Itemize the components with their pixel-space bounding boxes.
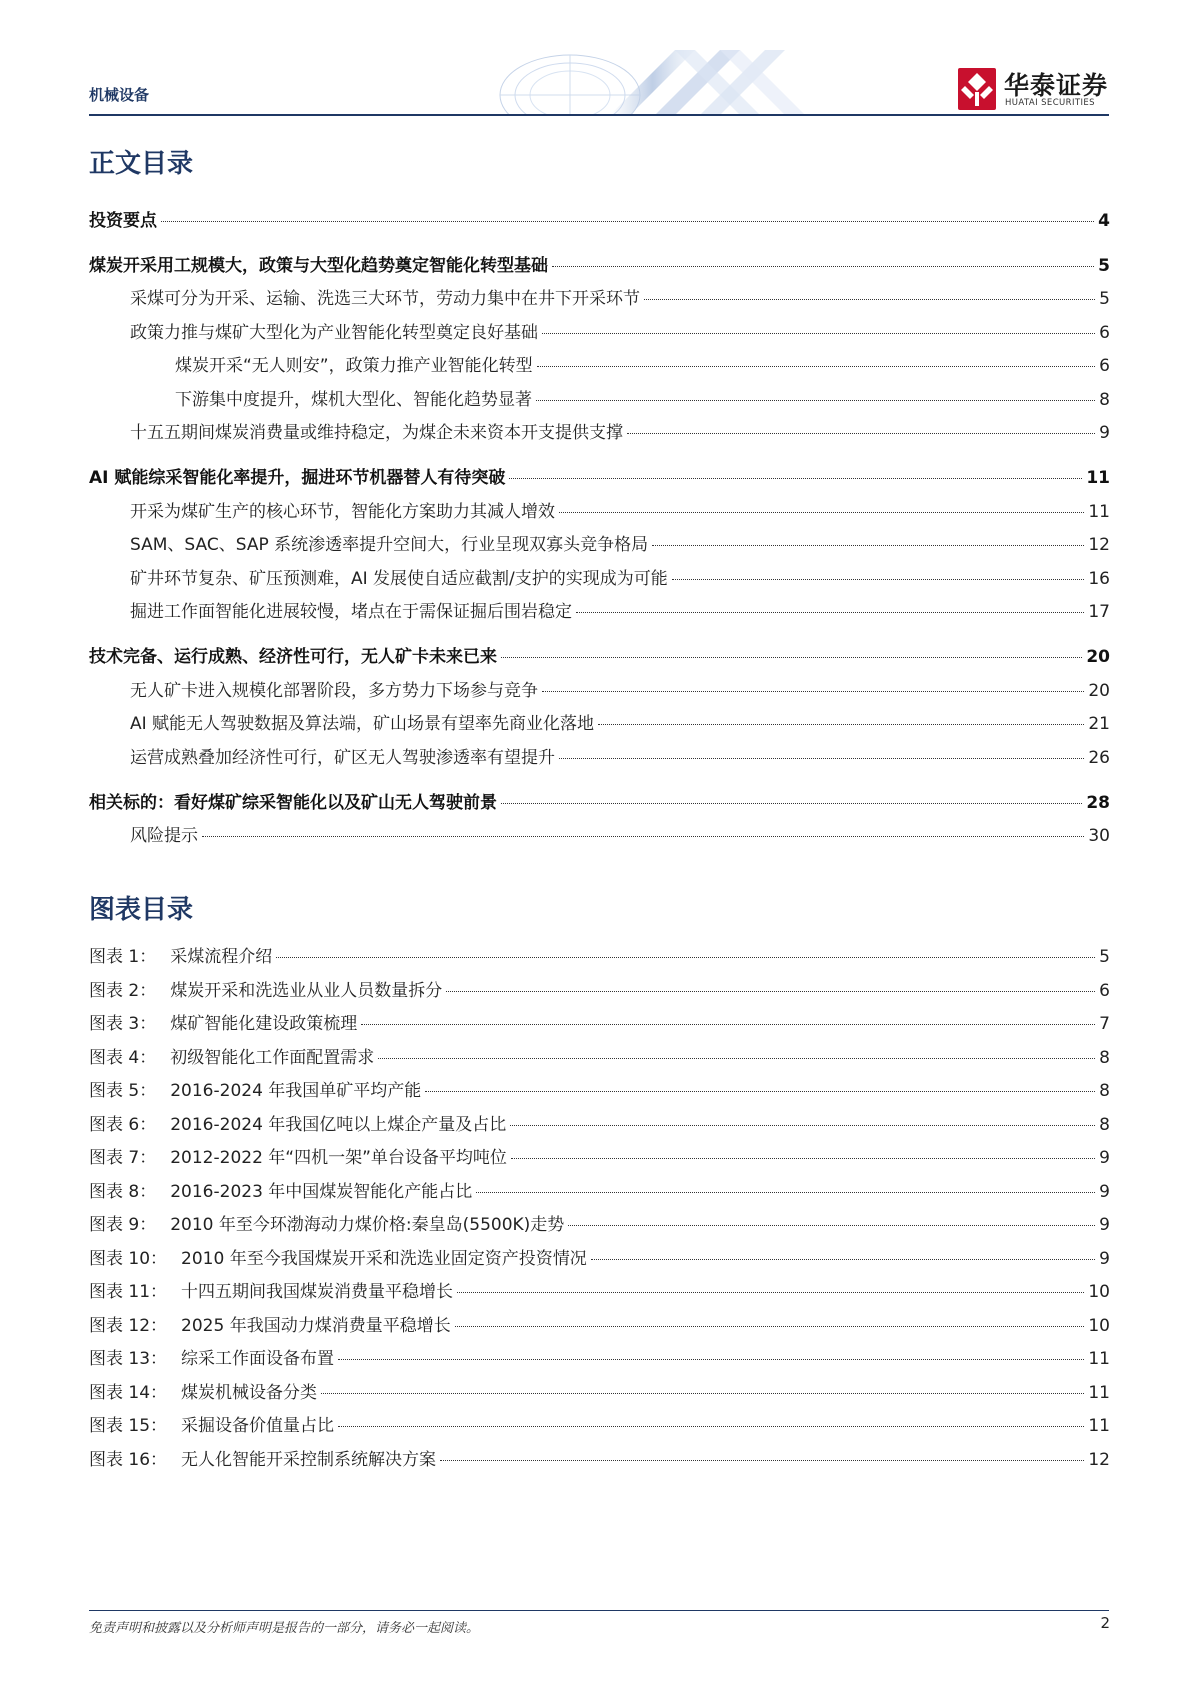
- toc-entry[interactable]: [130, 564, 1110, 589]
- toc-leader-dots: [378, 1058, 1095, 1059]
- toc-entry[interactable]: [130, 284, 1110, 309]
- toc-entry-text: AI 赋能综采智能化率提升，掘进环节机器替人有待突破: [89, 468, 506, 488]
- figure-entry-page: 9: [1099, 1215, 1110, 1235]
- figure-entry[interactable]: [89, 1177, 1110, 1202]
- toc-entry-text: 煤炭开采用工规模大，政策与大型化趋势奠定智能化转型基础: [89, 256, 548, 276]
- figure-entry-text: 无人化智能开采控制系统解决方案: [181, 1450, 437, 1470]
- figure-entry[interactable]: [89, 1445, 1110, 1470]
- header-divider: [89, 114, 1109, 116]
- figure-entry-label: 图表 14：: [89, 1383, 168, 1403]
- figure-entry-text: 采掘设备价值量占比: [181, 1416, 335, 1436]
- figure-entry-label: 图表 9：: [89, 1215, 157, 1235]
- figure-entry[interactable]: [89, 1143, 1110, 1168]
- toc-leader-dots: [511, 1158, 1095, 1159]
- figure-entry-text: 2012-2022 年“四机一架”单台设备平均吨位: [170, 1148, 507, 1168]
- toc-entry[interactable]: [175, 385, 1110, 410]
- toc-leader-dots: [440, 1460, 1084, 1461]
- toc-entry-page: 9: [1099, 423, 1110, 443]
- toc-leader-dots: [510, 1125, 1095, 1126]
- toc-leader-dots: [361, 1024, 1095, 1025]
- toc-leader-dots: [338, 1359, 1084, 1360]
- toc-entry[interactable]: [130, 318, 1110, 343]
- figure-entry-label: 图表 8：: [89, 1182, 157, 1202]
- figure-entry[interactable]: [89, 1076, 1110, 1101]
- toc-entry-page: 6: [1099, 323, 1110, 343]
- toc-entry[interactable]: [130, 676, 1110, 701]
- figure-entry-text: 采煤流程介绍: [170, 947, 273, 967]
- toc-leader-dots: [568, 1225, 1095, 1226]
- toc-leader-dots: [321, 1393, 1084, 1394]
- toc-entry[interactable]: [89, 788, 1110, 813]
- figure-entry-page: 11: [1088, 1383, 1110, 1403]
- toc-title: 正文目录: [89, 149, 194, 179]
- toc-entry-text: 相关标的：看好煤矿综采智能化以及矿山无人驾驶前景: [89, 793, 497, 813]
- toc-entry-text: 政策力推与煤矿大型化为产业智能化转型奠定良好基础: [130, 323, 538, 343]
- figure-entry-label: 图表 11：: [89, 1282, 168, 1302]
- toc-leader-dots: [425, 1091, 1095, 1092]
- figure-entry-text: 煤矿智能化建设政策梳理: [170, 1014, 358, 1034]
- toc-entry-page: 6: [1099, 356, 1110, 376]
- toc-entry-page: 5: [1098, 256, 1110, 276]
- figure-entry-label: 图表 16：: [89, 1450, 168, 1470]
- figure-entry-text: 煤炭开采和洗选业从业人员数量拆分: [170, 981, 443, 1001]
- toc-leader-dots: [509, 478, 1082, 479]
- toc-leader-dots: [644, 299, 1095, 300]
- toc-entry-page: 20: [1086, 647, 1110, 667]
- toc-entry-text: 下游集中度提升，煤机大型化、智能化趋势显著: [175, 390, 532, 410]
- figure-entry[interactable]: [89, 1009, 1110, 1034]
- page-header: [0, 0, 1190, 125]
- toc-leader-dots: [627, 433, 1095, 434]
- industry-label: 机械设备: [89, 86, 150, 104]
- toc-leader-dots: [559, 512, 1084, 513]
- figure-entry-page: 5: [1099, 947, 1110, 967]
- toc-leader-dots: [542, 691, 1084, 692]
- toc-entry[interactable]: [130, 418, 1110, 443]
- toc-leader-dots: [202, 836, 1084, 837]
- figure-entry-text: 十四五期间我国煤炭消费量平稳增长: [181, 1282, 454, 1302]
- toc-entry[interactable]: [89, 251, 1110, 276]
- logo-chinese-name: 华泰证券: [1004, 71, 1109, 100]
- figure-entry-text: 综采工作面设备布置: [181, 1349, 335, 1369]
- toc-leader-dots: [476, 1192, 1095, 1193]
- toc-leader-dots: [652, 545, 1084, 546]
- figure-entry-text: 2016-2024 年我国亿吨以上煤企产量及占比: [170, 1115, 507, 1135]
- footer-divider: [89, 1610, 1109, 1611]
- toc-entry-page: 17: [1088, 602, 1110, 622]
- toc-entry[interactable]: [89, 463, 1110, 488]
- toc-entry-page: 11: [1086, 468, 1110, 488]
- toc-entry[interactable]: [89, 642, 1110, 667]
- toc-entry-page: 4: [1098, 211, 1110, 231]
- toc-entry-text: SAM、SAC、SAP 系统渗透率提升空间大，行业呈现双寡头竞争格局: [130, 535, 649, 555]
- figure-entry-page: 11: [1088, 1349, 1110, 1369]
- toc-entry-text: 掘进工作面智能化进展较慢，堵点在于需保证掘后围岩稳定: [130, 602, 572, 622]
- figure-entry[interactable]: [89, 1411, 1110, 1436]
- figure-entry[interactable]: [89, 1277, 1110, 1302]
- figure-entry-page: 8: [1099, 1115, 1110, 1135]
- figure-entry[interactable]: [89, 976, 1110, 1001]
- toc-leader-dots: [455, 1326, 1085, 1327]
- toc-entry-text: 运营成熟叠加经济性可行，矿区无人驾驶渗透率有望提升: [130, 748, 555, 768]
- figure-entry-label: 图表 10：: [89, 1249, 168, 1269]
- figure-entry[interactable]: [89, 942, 1110, 967]
- toc-entry-text: 风险提示: [130, 826, 198, 846]
- toc-leader-dots: [552, 266, 1094, 267]
- figure-entry-page: 10: [1088, 1282, 1110, 1302]
- toc-entry[interactable]: [130, 497, 1110, 522]
- figure-entry-label: 图表 5：: [89, 1081, 157, 1101]
- toc-leader-dots: [446, 991, 1095, 992]
- toc-entry-page: 12: [1088, 535, 1110, 555]
- toc-entry-text: 技术完备、运行成熟、经济性可行，无人矿卡未来已来: [89, 647, 497, 667]
- figure-entry-label: 图表 13：: [89, 1349, 168, 1369]
- figure-entry-text: 2010 年至今环渤海动力煤价格:秦皇岛(5500K)走势: [170, 1215, 565, 1235]
- toc-entry-text: 开采为煤矿生产的核心环节，智能化方案助力其减人增效: [130, 502, 555, 522]
- figure-entry[interactable]: [89, 1311, 1110, 1336]
- figure-entry-text: 初级智能化工作面配置需求: [170, 1048, 375, 1068]
- toc-entry-text: AI 赋能无人驾驶数据及算法端，矿山场景有望率先商业化落地: [130, 714, 595, 734]
- toc-leader-dots: [501, 657, 1082, 658]
- toc-leader-dots: [161, 221, 1094, 222]
- toc-entry[interactable]: [130, 743, 1110, 768]
- toc-entry-text: 矿井环节复杂、矿压预测难，AI 发展使自适应截割/支护的实现成为可能: [130, 569, 668, 589]
- logo-english-name: HUATAI SECURITIES: [1005, 98, 1095, 108]
- toc-entry-text: 无人矿卡进入规模化部署阶段，多方势力下场参与竞争: [130, 681, 538, 701]
- figure-entry-page: 11: [1088, 1416, 1110, 1436]
- figure-entry-label: 图表 7：: [89, 1148, 157, 1168]
- figure-entry-text: 2016-2024 年我国单矿平均产能: [170, 1081, 422, 1101]
- toc-entry[interactable]: [130, 597, 1110, 622]
- toc-entry-page: 21: [1088, 714, 1110, 734]
- toc-leader-dots: [338, 1426, 1084, 1427]
- figure-entry[interactable]: [89, 1110, 1110, 1135]
- toc-entry-page: 30: [1088, 826, 1110, 846]
- figure-entry-page: 9: [1099, 1249, 1110, 1269]
- figure-entry-page: 9: [1099, 1148, 1110, 1168]
- toc-leader-dots: [457, 1292, 1084, 1293]
- toc-leader-dots: [559, 758, 1084, 759]
- page-number: 2: [1100, 1614, 1110, 1632]
- figure-entry-page: 10: [1088, 1316, 1110, 1336]
- figure-entry-label: 图表 15：: [89, 1416, 168, 1436]
- toc-entry-text: 采煤可分为开采、运输、洗选三大环节，劳动力集中在井下开采环节: [130, 289, 640, 309]
- toc-entry-page: 26: [1088, 748, 1110, 768]
- footer-disclaimer: 免责声明和披露以及分析师声明是报告的一部分，请务必一起阅读。: [89, 1621, 480, 1636]
- toc-entry-page: 5: [1099, 289, 1110, 309]
- toc-entry-page: 20: [1088, 681, 1110, 701]
- toc-entry-text: 十五五期间煤炭消费量或维持稳定，为煤企未来资本开支提供支撑: [130, 423, 623, 443]
- toc-entry[interactable]: [130, 530, 1110, 555]
- figure-entry-page: 7: [1099, 1014, 1110, 1034]
- figure-entry-text: 2010 年至今我国煤炭开采和洗选业固定资产投资情况: [181, 1249, 587, 1269]
- figure-entry[interactable]: [89, 1244, 1110, 1269]
- figure-entry-page: 6: [1099, 981, 1110, 1001]
- figure-entry-text: 2025 年我国动力煤消费量平稳增长: [181, 1316, 451, 1336]
- huatai-logo: [958, 68, 1118, 112]
- figure-entry-page: 12: [1088, 1450, 1110, 1470]
- figure-entry-text: 煤炭机械设备分类: [181, 1383, 318, 1403]
- toc-leader-dots: [536, 400, 1095, 401]
- toc-entry-page: 8: [1099, 390, 1110, 410]
- figure-entry-label: 图表 12：: [89, 1316, 168, 1336]
- figure-entry-label: 图表 3：: [89, 1014, 157, 1034]
- toc-entry[interactable]: [89, 206, 1110, 231]
- figure-entry[interactable]: [89, 1210, 1110, 1235]
- figure-entry-label: 图表 2：: [89, 981, 157, 1001]
- figure-entry[interactable]: [89, 1043, 1110, 1068]
- toc-entry-text: 煤炭开采“无人则安”，政策力推产业智能化转型: [175, 356, 533, 376]
- figure-entry-label: 图表 6：: [89, 1115, 157, 1135]
- huatai-logo-mark-icon: [958, 68, 996, 110]
- figure-entry-text: 2016-2023 年中国煤炭智能化产能占比: [170, 1182, 473, 1202]
- toc-entry-text: 投资要点: [89, 211, 157, 231]
- toc-entry-page: 11: [1088, 502, 1110, 522]
- toc-leader-dots: [672, 579, 1085, 580]
- toc-entry-page: 16: [1088, 569, 1110, 589]
- figure-list-title: 图表目录: [89, 895, 194, 925]
- toc-leader-dots: [591, 1259, 1095, 1260]
- toc-leader-dots: [537, 366, 1096, 367]
- toc-leader-dots: [598, 724, 1084, 725]
- toc-leader-dots: [501, 803, 1082, 804]
- figure-entry-label: 图表 1：: [89, 947, 157, 967]
- figure-entry[interactable]: [89, 1344, 1110, 1369]
- toc-entry[interactable]: [175, 351, 1110, 376]
- figure-entry-page: 9: [1099, 1182, 1110, 1202]
- toc-entry[interactable]: [130, 821, 1110, 846]
- figure-entry-label: 图表 4：: [89, 1048, 157, 1068]
- toc-entry[interactable]: [130, 709, 1110, 734]
- toc-leader-dots: [542, 333, 1095, 334]
- toc-leader-dots: [276, 957, 1095, 958]
- toc-leader-dots: [576, 612, 1084, 613]
- figure-entry[interactable]: [89, 1378, 1110, 1403]
- toc-entry-page: 28: [1086, 793, 1110, 813]
- figure-entry-page: 8: [1099, 1048, 1110, 1068]
- figure-entry-page: 8: [1099, 1081, 1110, 1101]
- header-decoration-graphic: [460, 40, 820, 115]
